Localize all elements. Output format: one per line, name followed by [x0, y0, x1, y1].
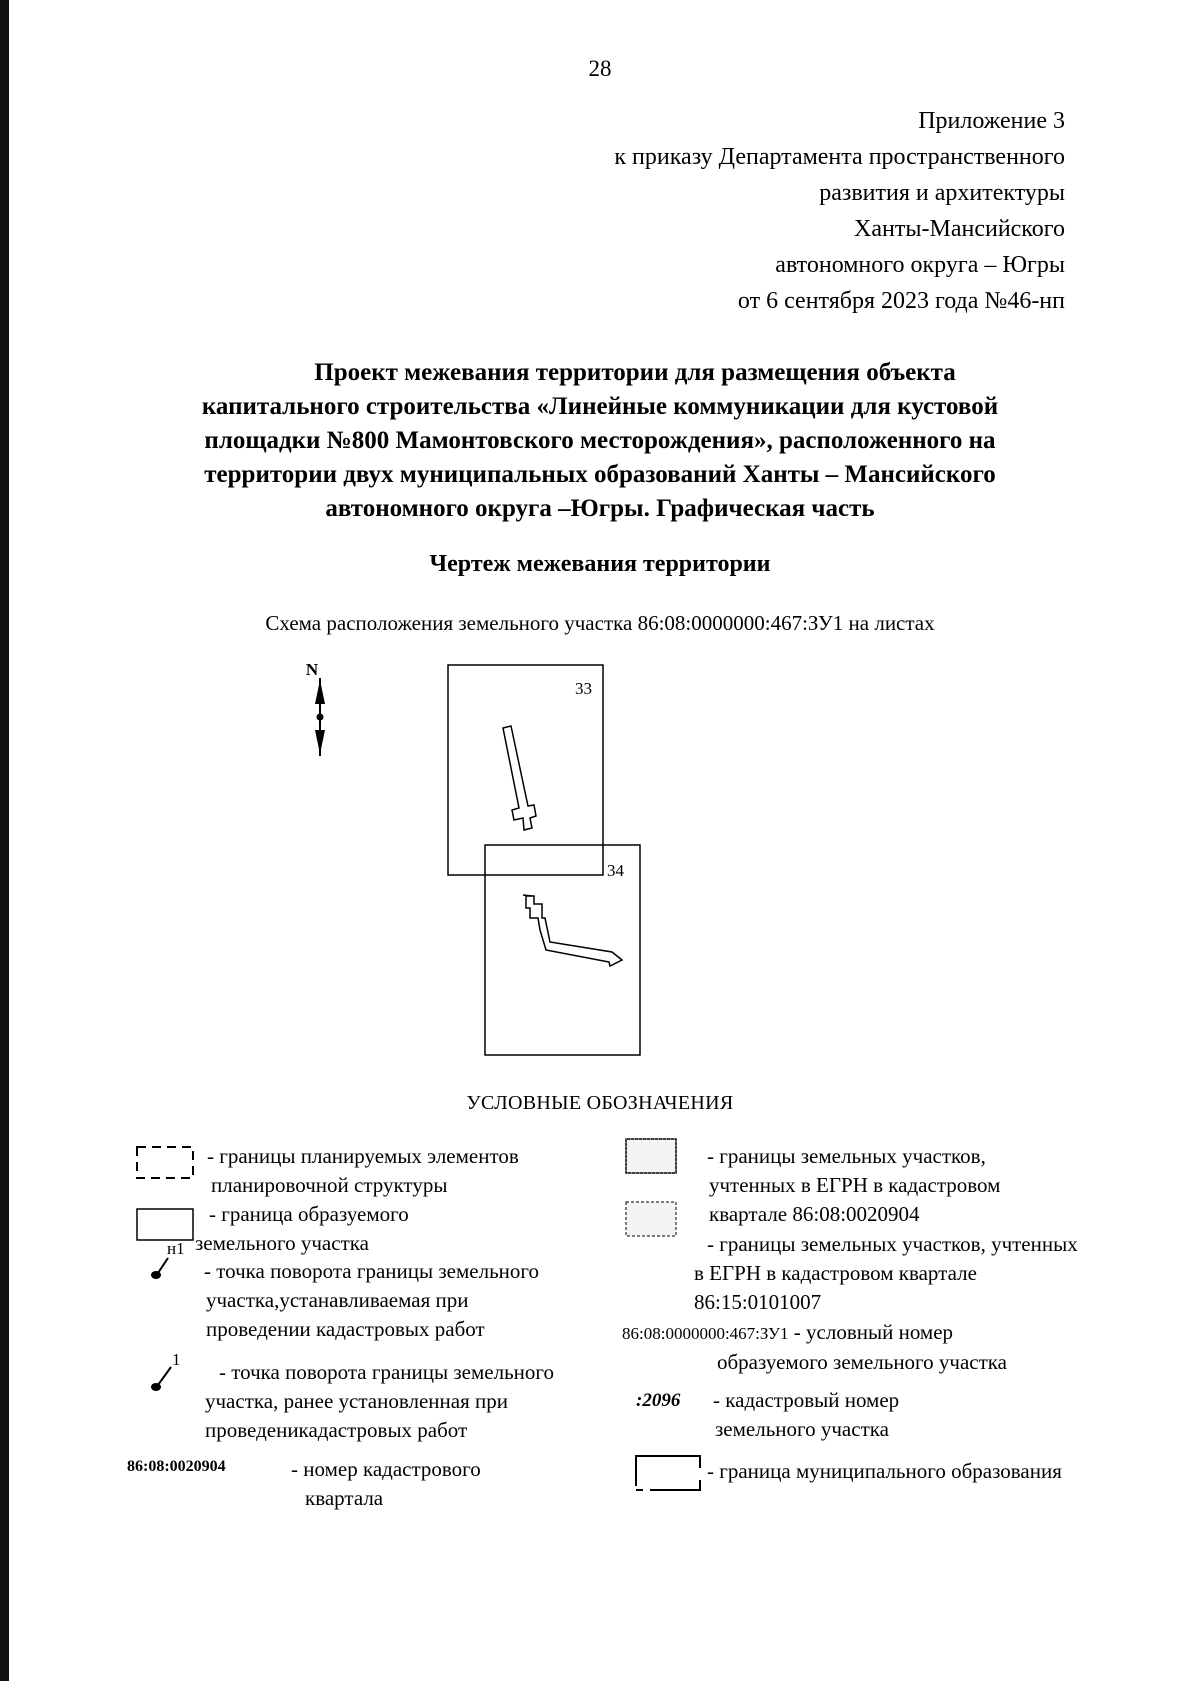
svg-text:н1: н1 — [167, 1239, 185, 1258]
legend-text: - номер кадастрового — [291, 1457, 481, 1481]
north-arrow-icon — [306, 660, 325, 756]
legend-text: - границы земельных участков, — [707, 1144, 986, 1168]
legend-item — [707, 1142, 1000, 1229]
title-line: Проект межевания территории для размещения объекта — [314, 359, 956, 386]
svg-text:1: 1 — [172, 1350, 181, 1369]
legend-heading: УСЛОВНЫЕ ОБОЗНАЧЕНИЯ — [466, 1092, 734, 1114]
legend-text: - граница муниципального образования — [707, 1459, 1062, 1483]
scheme-caption: Схема расположения земельного участка 86:08:0000000:467:ЗУ1 на листах — [265, 611, 935, 635]
legend-text: - границы земельных участков, учтенных — [707, 1232, 1078, 1256]
north-label: N — [305, 660, 319, 679]
appendix-line: Приложение 3 — [918, 108, 1065, 134]
appendix-line: Ханты-Мансийского — [854, 216, 1065, 242]
land-plot-upper — [503, 726, 536, 830]
legend-item — [707, 1457, 1062, 1486]
legend-text: участка,устанавливаемая при — [206, 1288, 469, 1312]
legend-text: квартале 86:08:0020904 — [709, 1202, 920, 1226]
title-line: территории двух муниципальных образований Ханты – Мансийского — [204, 461, 996, 488]
legend-text: участка, ранее установленная при — [205, 1389, 508, 1413]
page-number: 28 — [588, 56, 612, 81]
legend-text: - кадастровый номер — [713, 1388, 900, 1412]
appendix-block — [614, 103, 1065, 319]
legend-text: проведеникадастровых работ — [205, 1418, 468, 1442]
legend-text: в ЕГРН в кадастровом квартале — [694, 1261, 977, 1285]
legend-text: планировочной структуры — [211, 1173, 448, 1197]
new-point-marker-icon — [151, 1239, 185, 1279]
legend-item — [195, 1200, 409, 1258]
legend-text: проведении кадастровых работ — [206, 1317, 485, 1341]
appendix-line: развития и архитектуры — [819, 180, 1065, 206]
legend-item — [205, 1358, 554, 1445]
sheet-33-frame — [448, 665, 603, 875]
appendix-line: от 6 сентября 2023 года №46-нп — [737, 288, 1065, 314]
scan-edge — [0, 0, 9, 1681]
quarter-code-sample: 86:08:0020904 — [127, 1458, 226, 1475]
legend-item — [694, 1230, 1078, 1317]
plot-conditional-code-sample: 86:08:0000000:467:ЗУ1 — [622, 1324, 789, 1343]
appendix-line: автономного округа – Югры — [775, 252, 1065, 278]
legend-item — [622, 1318, 1007, 1377]
sheet-33-label: 33 — [575, 679, 592, 698]
legend-text: земельного участка — [195, 1231, 369, 1255]
legend-text: квартала — [305, 1486, 384, 1510]
egrn-plot-symbol-b — [626, 1202, 676, 1236]
legend-item — [700, 1386, 899, 1444]
legend-text: - условный номер — [793, 1320, 954, 1344]
title-line: капитального строительства «Линейные коммуникации для кустовой — [201, 393, 999, 420]
legend-text: - точка поворота границы земельного — [219, 1360, 554, 1384]
municipal-boundary-symbol — [636, 1456, 700, 1490]
cadastral-number-sample: :2096 — [636, 1390, 681, 1411]
legend-text: - границы планируемых элементов — [207, 1144, 519, 1168]
legend-text: образуемого земельного участка — [717, 1350, 1007, 1374]
legend-text: - точка поворота границы земельного — [204, 1259, 539, 1283]
legend-text: земельного участка — [715, 1417, 889, 1441]
dashed-boundary-symbol — [137, 1147, 193, 1178]
legend-item — [291, 1455, 481, 1513]
plot-boundary-symbol — [137, 1209, 193, 1240]
existing-point-marker-icon — [151, 1350, 181, 1391]
sheet-34-frame — [485, 845, 640, 1055]
document-title — [120, 356, 1080, 526]
legend-text: учтенных в ЕГРН в кадастровом — [709, 1173, 1001, 1197]
drawing-title: Чертеж межевания территории — [429, 551, 771, 577]
land-plot-lower — [526, 896, 622, 966]
title-line: автономного округа –Югры. Графическая часть — [325, 495, 875, 522]
appendix-line: к приказу Департамента пространственного — [614, 144, 1065, 170]
legend-text: - граница образуемого — [209, 1202, 409, 1226]
sheet-34-label: 34 — [607, 861, 624, 880]
legend-item — [207, 1142, 519, 1200]
title-line: площадки №800 Мамонтовского месторождения», расположенного на — [204, 427, 996, 454]
legend-item — [204, 1257, 539, 1344]
legend-text: 86:15:0101007 — [694, 1290, 822, 1314]
egrn-plot-symbol-a — [626, 1139, 676, 1173]
